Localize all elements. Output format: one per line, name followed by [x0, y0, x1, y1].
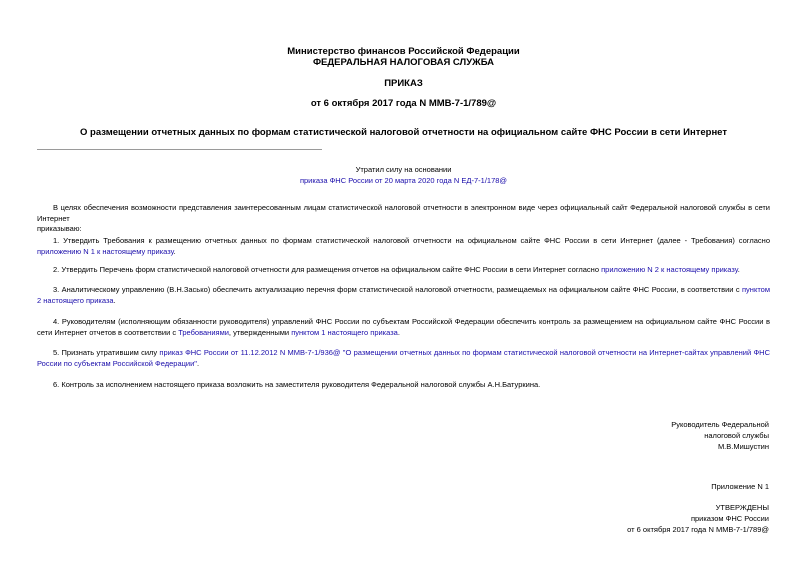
appendix-label: Приложение N 1	[711, 482, 769, 491]
divider	[37, 149, 322, 150]
status-note-line: Утратил силу на основании	[355, 165, 452, 174]
appendix-approved: УТВЕРЖДЕНЫ	[715, 503, 769, 512]
appendix-date-number: от 6 октября 2017 года N ММВ-7-1/789@	[627, 525, 769, 534]
item-1-text: 1. Утвердить Требования к размещению отчетных данных по формам статистической налоговой отчетности на официальном сайте ФНС России в сети Интернет (далее - Требования) согласно	[53, 236, 770, 245]
requirements-link[interactable]: Требованиями	[178, 327, 229, 337]
item-2-end: .	[737, 265, 740, 274]
doc-date-number: от 6 октября 2017 года N ММВ-7-1/789@	[310, 98, 497, 109]
item-2-text: 2. Утвердить Перечень форм статистической налоговой отчетности для размещения отчетов на официальном сайте ФНС России в сети Интернет согласно	[53, 265, 602, 274]
preamble: В целях обеспечения возможности представления заинтересованным лицам статистической налоговой отчетности в электронном виде через официальный сайт Федеральной налоговой службы в сети Интернет	[37, 203, 770, 223]
signature-line-2: налоговой службы	[704, 431, 769, 440]
item-2-ref-link[interactable]: пунктом 2 настоящего приказа	[37, 285, 770, 305]
item-5-end: .	[196, 358, 200, 368]
item-1-ref-link[interactable]: пунктом 1 настоящего приказа	[291, 327, 398, 337]
item-6: 6. Контроль за исполнением настоящего приказа возложить на заместителя руководителя Федеральной налоговой службы А.Н.Батуркина.	[53, 380, 541, 389]
repeal-order-link[interactable]: приказа ФНС России от 20 марта 2020 года N ЕД-7-1/178@	[299, 176, 508, 185]
signature-line-1: Руководитель Федеральной	[671, 420, 769, 429]
item-2	[37, 265, 770, 276]
service-name: ФЕДЕРАЛЬНАЯ НАЛОГОВАЯ СЛУЖБА	[312, 57, 495, 68]
item-1	[37, 236, 770, 257]
doc-type: ПРИКАЗ	[384, 78, 423, 89]
item-3-end: .	[113, 295, 116, 305]
item-4	[37, 317, 770, 338]
item-4-end: .	[397, 327, 400, 337]
page-title: О размещении отчетных данных по формам статистической налоговой отчетности на официальном сайте ФНС России в сети Интернет	[79, 127, 727, 138]
appendix-1-link[interactable]: приложению N 1 к настоящему приказу	[37, 246, 174, 256]
old-order-link[interactable]: приказ ФНС России от 11.12.2012 N ММВ-7-1/936@ "О размещении отчетных данных по формам статистической налоговой отчетности на Интернет-сайтах управлений ФНС России по субъектам Российской Федерации"	[37, 348, 770, 368]
item-5-text: 5. Признать утратившим силу	[53, 348, 160, 357]
signature-name: М.В.Мишустин	[717, 442, 769, 451]
ministry-name: Министерство финансов Российской Федерации	[287, 46, 520, 57]
orders-label: приказываю:	[37, 224, 82, 233]
item-3-text: 3. Аналитическому управлению (В.Н.Засько) обеспечить актуализацию перечня форм статистической налоговой отчетности, размещаемых на официальном сайте ФНС России, в соответствии с	[53, 285, 742, 294]
appendix-by-order: приказом ФНС России	[690, 514, 769, 523]
appendix-2-link[interactable]: приложению N 2 к настоящему приказу	[601, 265, 738, 274]
item-5	[37, 348, 770, 369]
item-3	[37, 285, 770, 306]
item-4-mid: , утвержденными	[228, 327, 292, 337]
item-4-text: 4. Руководителям (исполняющим обязанности руководителя) управлений ФНС России по субъектам Российской Федерации обеспечить контроль за размещением на официальном сайте ФНС России в сети Интернет отчетов в соответствии с	[37, 317, 770, 337]
item-1-end: .	[173, 246, 176, 256]
